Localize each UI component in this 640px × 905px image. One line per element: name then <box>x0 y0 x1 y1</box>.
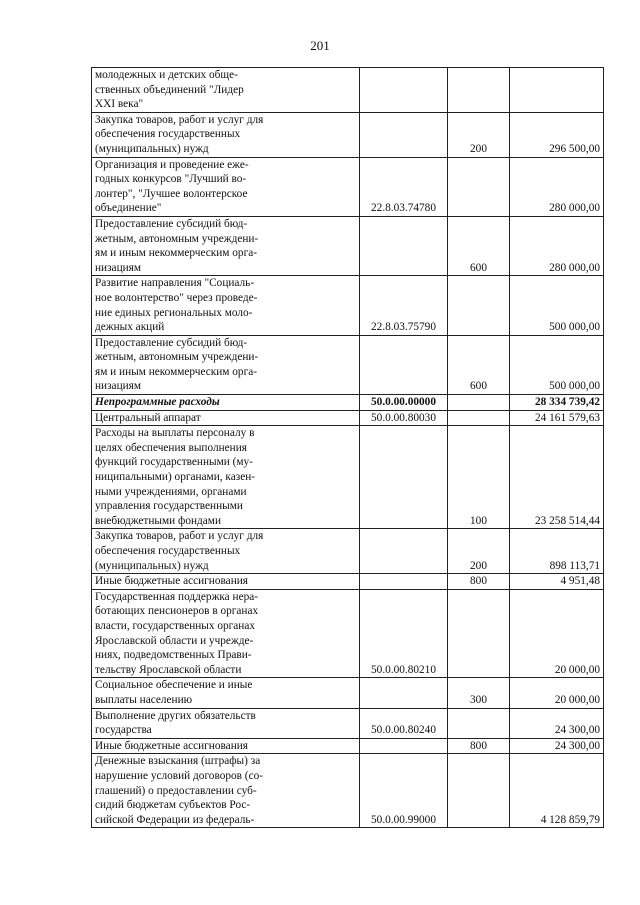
row-name: Иные бюджетные ассигнования <box>92 738 360 754</box>
row-name: Социальное обеспечение и иные выплаты населению <box>92 678 360 708</box>
row-expense-type: 800 <box>448 738 510 754</box>
table-row <box>92 678 604 708</box>
row-name: Расходы на выплаты персоналу в целях обеспечения выполнения функций государственными (му- ниципальными) органами, казен- ными учреждениями, органами управления государственными внебюджетными фондами <box>92 426 360 529</box>
row-expense-type: 200 <box>448 529 510 574</box>
row-code: 50.0.00.80030 <box>360 410 448 426</box>
table-row <box>92 276 604 335</box>
row-code <box>360 529 448 574</box>
row-amount <box>510 68 604 113</box>
row-expense-type <box>448 708 510 738</box>
table-row <box>92 738 604 754</box>
row-expense-type <box>448 410 510 426</box>
table-row <box>92 589 604 678</box>
row-name: Денежные взыскания (штрафы) за нарушение условий договоров (со- глашений) о предоставлении суб- сидий бюджетам субъектов Рос- сийской Федерации из федераль- <box>92 754 360 828</box>
row-expense-type: 600 <box>448 335 510 394</box>
row-code <box>360 574 448 590</box>
row-amount: 4 951,48 <box>510 574 604 590</box>
table-row <box>92 410 604 426</box>
table-row <box>92 216 604 275</box>
row-expense-type <box>448 754 510 828</box>
row-code <box>360 335 448 394</box>
row-name: Центральный аппарат <box>92 410 360 426</box>
row-amount: 280 000,00 <box>510 157 604 216</box>
table-body <box>92 68 604 828</box>
row-expense-type <box>448 68 510 113</box>
row-expense-type: 800 <box>448 574 510 590</box>
row-name: Выполнение других обязательств государства <box>92 708 360 738</box>
row-amount: 280 000,00 <box>510 216 604 275</box>
row-name: Закупка товаров, работ и услуг для обеспечения государственных (муниципальных) нужд <box>92 529 360 574</box>
row-code <box>360 426 448 529</box>
row-name: Организация и проведение еже- годных конкурсов "Лучший во- лонтер", "Лучшее волонтерское объединение" <box>92 157 360 216</box>
row-expense-type: 300 <box>448 678 510 708</box>
row-expense-type <box>448 157 510 216</box>
row-amount: 500 000,00 <box>510 335 604 394</box>
table-row <box>92 574 604 590</box>
row-expense-type: 200 <box>448 112 510 157</box>
row-code: 50.0.00.80210 <box>360 589 448 678</box>
row-code <box>360 112 448 157</box>
row-name: Предоставление субсидий бюд- жетным, автономным учреждени- ям и иным некоммерческим орга- низациям <box>92 335 360 394</box>
row-code: 50.0.00.00000 <box>360 395 448 411</box>
row-code <box>360 68 448 113</box>
table-row <box>92 708 604 738</box>
row-expense-type <box>448 589 510 678</box>
table-row <box>92 68 604 113</box>
row-code <box>360 738 448 754</box>
row-expense-type <box>448 276 510 335</box>
row-amount: 500 000,00 <box>510 276 604 335</box>
row-code <box>360 678 448 708</box>
table-row <box>92 426 604 529</box>
table-row <box>92 754 604 828</box>
row-amount: 24 161 579,63 <box>510 410 604 426</box>
row-amount: 296 500,00 <box>510 112 604 157</box>
row-name: Непрограммные расходы <box>92 395 360 411</box>
row-amount: 20 000,00 <box>510 678 604 708</box>
page-number: 201 <box>310 38 330 53</box>
row-expense-type <box>448 395 510 411</box>
row-name: Иные бюджетные ассигнования <box>92 574 360 590</box>
row-amount: 898 113,71 <box>510 529 604 574</box>
row-name: Развитие направления "Социаль- ное волонтерство" через проведе- ние единых региональных моло- дежных акций <box>92 276 360 335</box>
row-code <box>360 216 448 275</box>
row-name: молодежных и детских обще- ственных объединений "Лидер XXI века" <box>92 68 360 113</box>
table-row <box>92 112 604 157</box>
row-name: Закупка товаров, работ и услуг для обеспечения государственных (муниципальных) нужд <box>92 112 360 157</box>
row-amount: 28 334 739,42 <box>510 395 604 411</box>
budget-table <box>91 67 604 828</box>
table-row <box>92 157 604 216</box>
row-amount: 4 128 859,79 <box>510 754 604 828</box>
row-amount: 24 300,00 <box>510 708 604 738</box>
row-amount: 20 000,00 <box>510 589 604 678</box>
row-code: 50.0.00.99000 <box>360 754 448 828</box>
row-code: 22.8.03.74780 <box>360 157 448 216</box>
row-expense-type: 100 <box>448 426 510 529</box>
row-name: Предоставление субсидий бюд- жетным, автономным учреждени- ям и иным некоммерческим орга- низациям <box>92 216 360 275</box>
table-row <box>92 395 604 411</box>
row-code: 22.8.03.75790 <box>360 276 448 335</box>
table-row <box>92 335 604 394</box>
row-amount: 23 258 514,44 <box>510 426 604 529</box>
row-expense-type: 600 <box>448 216 510 275</box>
row-code: 50.0.00.80240 <box>360 708 448 738</box>
row-name: Государственная поддержка нера- ботающих пенсионеров в органах власти, государственных органах Ярославской области и учрежде- ниях, подведомственных Прави- тельству Ярославской области <box>92 589 360 678</box>
row-amount: 24 300,00 <box>510 738 604 754</box>
table-row <box>92 529 604 574</box>
